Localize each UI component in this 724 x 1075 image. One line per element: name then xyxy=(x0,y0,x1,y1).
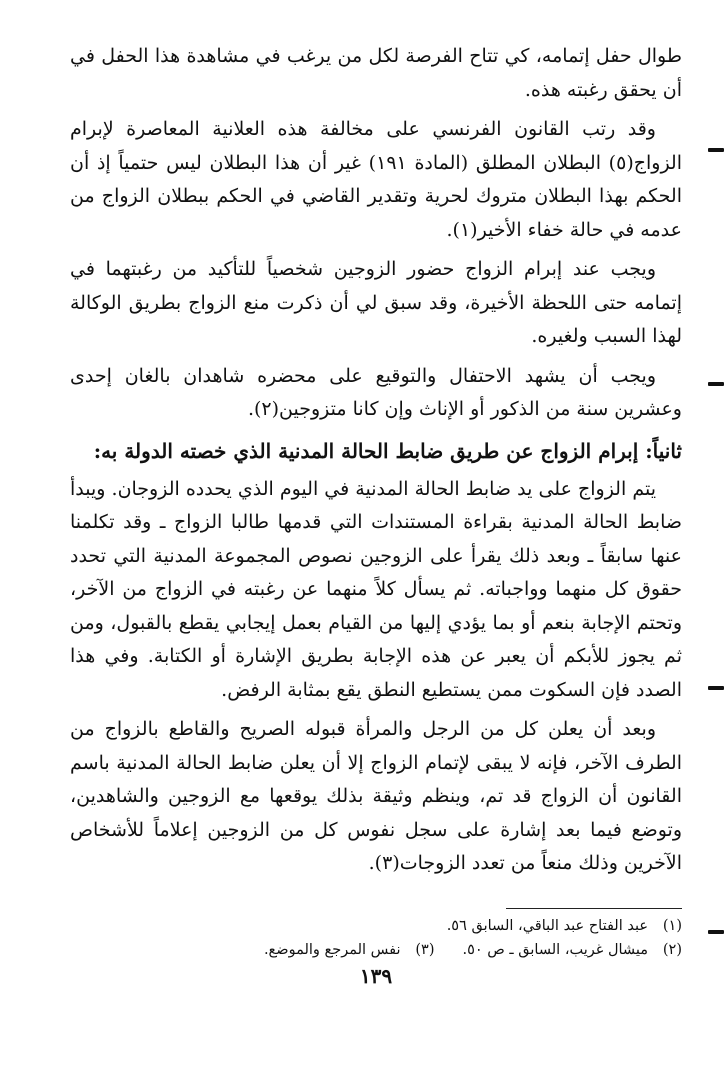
page-number: ١٣٩ xyxy=(359,964,393,988)
paragraph-4: ويجب أن يشهد الاحتفال والتوقيع على محضره شاهدان بالغان إحدى وعشرين سنة من الذكور أو الإناث وإن كانا متزوجين(٢). xyxy=(70,364,682,420)
footnote-number-2: (٢) xyxy=(662,942,682,958)
footnote-number-1: (١) xyxy=(662,918,682,934)
page-edge-mark xyxy=(708,148,724,152)
page-edge-mark xyxy=(708,930,724,934)
footnotes xyxy=(70,914,682,962)
footnote-text-3: نفس المرجع والموضع. xyxy=(263,942,401,958)
paragraph-5: يتم الزواج على يد ضابط الحالة المدنية في اليوم الذي يحدده الزوجان. ويبدأ ضابط الحالة المدنية بقراءة المستندات التي قدمها طالبا الزواج ـ وقد تكلمنا عنها سابقاً ـ وبعد ذلك يقرأ على الزوجين نصوص المجموعة المدنية التي تحدد حقوق كل منهما وواجباته. ثم يسأل كلاً منهما عن رغبته في الزواج من الآخر، وتحتم الإجابة بنعم أو بما يؤدي إليها من القيام بعمل إيجابي يقطع بالقبول، ومن ثم يجوز للأبكم أن يعبر عن هذه الإجابة بطريق الإشارة أو الكتابة. وفي هذا الصدد فإن السكوت ممن يستطيع النطق يقع بمثابة الرفض. xyxy=(70,477,682,701)
paragraph-3: ويجب عند إبرام الزواج حضور الزوجين شخصياً للتأكيد من رغبتهما في إتمامه حتى اللحظة الأخيرة، وقد سبق لي أن ذكرت منع الزواج بطريق الوكالة لهذا السبب ولغيره. xyxy=(70,258,682,347)
footnote-text-2: ميشال غريب، السابق ـ ص ٥٠. xyxy=(462,942,648,958)
footnote-row-1 xyxy=(70,914,682,938)
footnote-row-2 xyxy=(70,938,682,962)
footnote-number-3: (٣) xyxy=(415,942,435,958)
footnote-separator xyxy=(506,908,682,909)
paragraph-2: وقد رتب القانون الفرنسي على مخالفة هذه العلانية المعاصرة لإبرام الزواج(٥) البطلان المطلق (المادة ١٩١) غير أن هذا البطلان ليس حتمياً إذ أن الحكم بهذا البطلان متروك لحرية وتقدير القاضي في الحكم ببطلان الزواج من عدمه في حالة خفاء الأخير(١). xyxy=(70,118,682,241)
footnote-text-1: عبد الفتاح عبد الباقي، السابق ٥٦. xyxy=(446,918,648,934)
paragraph-6: وبعد أن يعلن كل من الرجل والمرأة قبوله الصريح والقاطع بالزواج من الطرف الآخر، فإنه لا يبقى لإتمام الزواج إلا أن يعلن ضابط الحالة المدنية باسم القانون أن الزواج قد تم، وينظم وثيقة بذلك يوقعها مع الزوجين والشاهدين، وتوضع فيما بعد إشارة على سجل نفوس كل من الزوجين إعلاماً للأشخاص الآخرين وذلك منعاً من تعدد الزوجات(٣). xyxy=(70,718,682,874)
paragraph-1: طوال حفل إتمامه، كي تتاح الفرصة لكل من يرغب في مشاهدة هذا الحفل في أن يحقق رغبته هذه. xyxy=(70,45,682,101)
section-heading: ثانياً: إبرام الزواج عن طريق ضابط الحالة المدنية الذي خصته الدولة به: xyxy=(93,438,682,463)
page-edge-mark xyxy=(708,686,724,690)
page-edge-mark xyxy=(708,382,724,386)
page-body xyxy=(70,40,682,1040)
